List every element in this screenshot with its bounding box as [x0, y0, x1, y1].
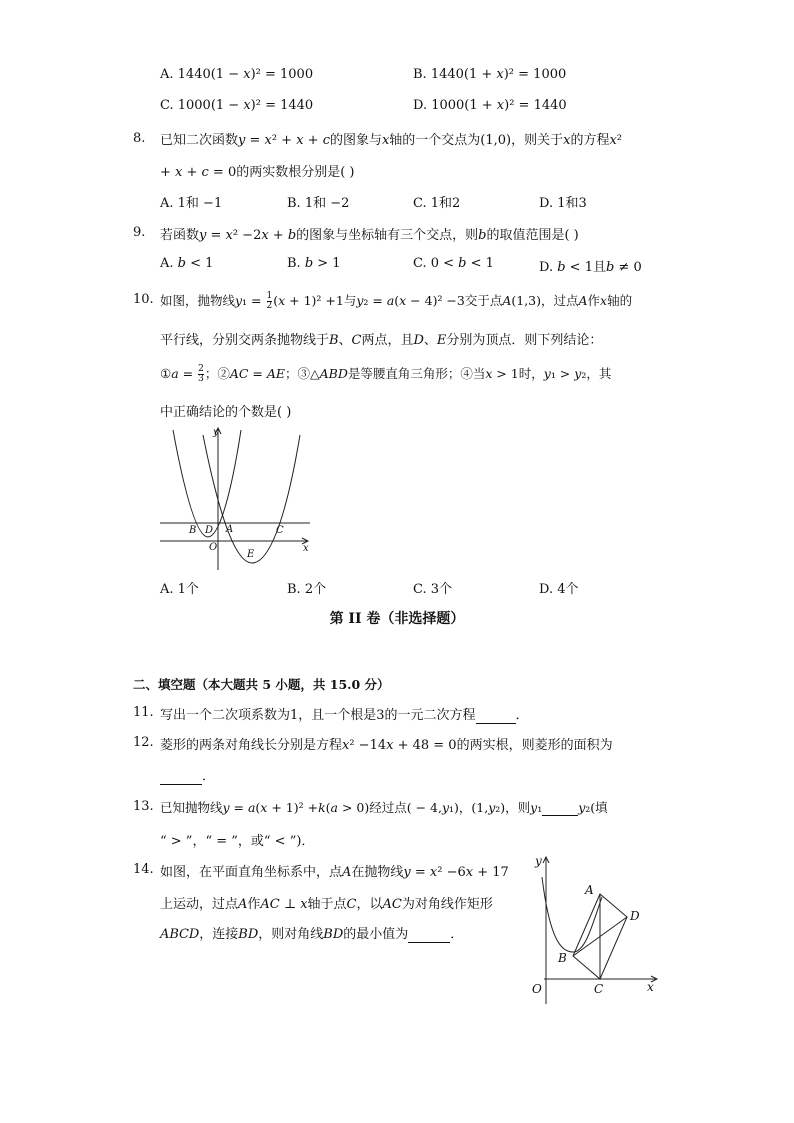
q9-option-c: C. 0 < 𝑏 < 1 [413, 256, 494, 271]
q10-frac2-den: 3 [198, 374, 204, 384]
q10-label-a: A [226, 524, 234, 535]
q10-label-c: C [276, 525, 284, 536]
q14-text-line3 [160, 923, 463, 943]
q13-text-line2: “ > ”，“ = ”，或“ < ”)． [160, 834, 315, 849]
q8-option-c: C. 1和2 [413, 196, 461, 211]
q10-option-c: C. 3个 [413, 582, 453, 597]
q13-number: 13. [133, 799, 154, 814]
q10-line3-start: ①𝑎 = [160, 366, 198, 381]
q13-line1-end: 𝑦₂(填 [578, 800, 608, 815]
q14-label-d: D [630, 909, 640, 923]
q10-label-e: E [247, 549, 255, 560]
q14-label-o: O [532, 982, 542, 996]
q10-frac-den: 2 [266, 301, 273, 311]
q10-parabola-y1 [173, 430, 241, 537]
q10-frac2-num: 2 [198, 364, 204, 374]
q11-text [160, 704, 529, 724]
q8-option-a: A. 1和 −1 [160, 196, 223, 211]
q9-text: 若函数𝑦 = 𝑥² −2𝑥 + 𝑏的图象与坐标轴有三个交点，则𝑏的取值范围是( ) [160, 228, 579, 243]
q12-number: 12. [133, 735, 154, 750]
q11-number: 11. [133, 705, 154, 720]
q12-text-line1: 菱形的两条对角线长分别是方程𝑥² −14𝑥 + 48 = 0的两实根，则菱形的面积为 [160, 738, 613, 753]
q14-label-b: B [558, 951, 567, 965]
q7-option-d: D. 1000(1 + 𝑥)² = 1440 [413, 98, 567, 113]
q14-label-c: C [594, 982, 604, 996]
q10-label-d: D [205, 525, 214, 536]
q10-option-b: B. 2个 [287, 582, 327, 597]
q14-label-x: x [647, 980, 654, 994]
q10-text-line1 [160, 291, 632, 311]
q14-label-y: y [535, 854, 542, 868]
q14-figure [528, 852, 663, 1007]
part-2-heading: 二、填空题（本大题共 5 小题，共 15.0 分） [133, 677, 390, 692]
q10-line1-start: 如图，抛物线𝑦₁ = [160, 293, 266, 308]
q13-answer-blank[interactable] [542, 800, 578, 816]
q12-text-tail: ． [202, 769, 216, 784]
q14-answer-blank[interactable] [408, 927, 450, 943]
q7-option-b: B. 1440(1 + 𝑥)² = 1000 [413, 67, 567, 82]
q10-fraction-2 [198, 365, 204, 384]
q12-text-line2 [160, 765, 215, 785]
q9-option-a: A. 𝑏 < 1 [160, 256, 214, 271]
q14-text-line1: 如图，在平面直角坐标系中，点𝐴在抛物线𝑦 = 𝑥² −6𝑥 + 17 [160, 865, 509, 880]
q11-text-tail: ． [515, 708, 529, 723]
q10-text-line2: 平行线，分别交两条抛物线于𝐵、𝐶两点，且𝐷、𝐸分别为顶点．则下列结论： [160, 333, 603, 348]
q7-option-a: A. 1440(1 − 𝑥)² = 1000 [160, 67, 314, 82]
q10-label-o: O [209, 542, 218, 553]
q14-label-a: A [585, 883, 594, 897]
q7-option-c: C. 1000(1 − 𝑥)² = 1440 [160, 98, 314, 113]
q10-line3-end: ；②𝐴𝐶 = 𝐴𝐸；③△𝐴𝐵𝐷是等腰直角三角形；④当𝑥 > 1时，𝑦₁ > 𝑦₂，其 [204, 366, 612, 381]
q10-label-x: x [303, 543, 309, 554]
q13-text-line1 [160, 798, 608, 816]
section-2-title: 第 II 卷（非选择题） [329, 611, 465, 627]
q8-option-b: B. 1和 −2 [287, 196, 350, 211]
q10-option-d: D. 4个 [539, 582, 579, 597]
q9-option-b: B. 𝑏 > 1 [287, 256, 341, 271]
q14-text-tail: ． [450, 927, 464, 942]
q10-option-a: A. 1个 [160, 582, 199, 597]
q9-number: 9. [133, 225, 146, 240]
q8-option-d: D. 1和3 [539, 196, 587, 211]
q11-answer-blank[interactable] [476, 708, 516, 724]
q10-fraction [267, 292, 273, 311]
q8-text-line1: 已知二次函数𝑦 = 𝑥² + 𝑥 + 𝑐的图象与𝑥轴的一个交点为(1,0)，则关于𝑥的方程𝑥² [160, 133, 622, 148]
q10-label-b: B [189, 525, 197, 536]
q10-label-y: y [213, 427, 219, 438]
q10-number: 10. [133, 292, 154, 307]
q10-text-line3 [160, 364, 611, 384]
q9-option-d: D. 𝑏 < 1且𝑏 ≠ 0 [539, 260, 642, 275]
q8-number: 8. [133, 131, 146, 146]
q10-frac-num: 1 [266, 291, 273, 301]
q8-text-line2: + 𝑥 + 𝑐 = 0的两实数根分别是( ) [160, 165, 355, 180]
q14-text-line2: 上运动，过点𝐴作𝐴𝐶 ⊥ 𝑥轴于点𝐶，以𝐴𝐶为对角线作矩形 [160, 897, 493, 912]
q14-line3-start: 𝐴𝐵𝐶𝐷，连接𝐵𝐷，则对角线𝐵𝐷的最小值为 [160, 927, 409, 942]
q10-text-line4: 中正确结论的个数是( ) [160, 405, 292, 420]
q10-figure [155, 425, 320, 573]
q11-text-body: 写出一个二次项系数为1，且一个根是3的一元二次方程 [160, 708, 476, 723]
q14-number: 14. [133, 862, 154, 877]
q10-line1-end: (𝑥 + 1)² +1与𝑦₂ = 𝑎(𝑥 − 4)² −3交于点𝐴(1,3)，过点𝐴作𝑥轴的 [273, 293, 633, 308]
q12-answer-blank[interactable] [160, 769, 202, 785]
q13-line1-start: 已知抛物线𝑦 = 𝑎(𝑥 + 1)² +𝑘(𝑎 > 0)经过点( − 4,𝑦₁)，(1,𝑦₂)，则𝑦₁ [160, 800, 543, 815]
